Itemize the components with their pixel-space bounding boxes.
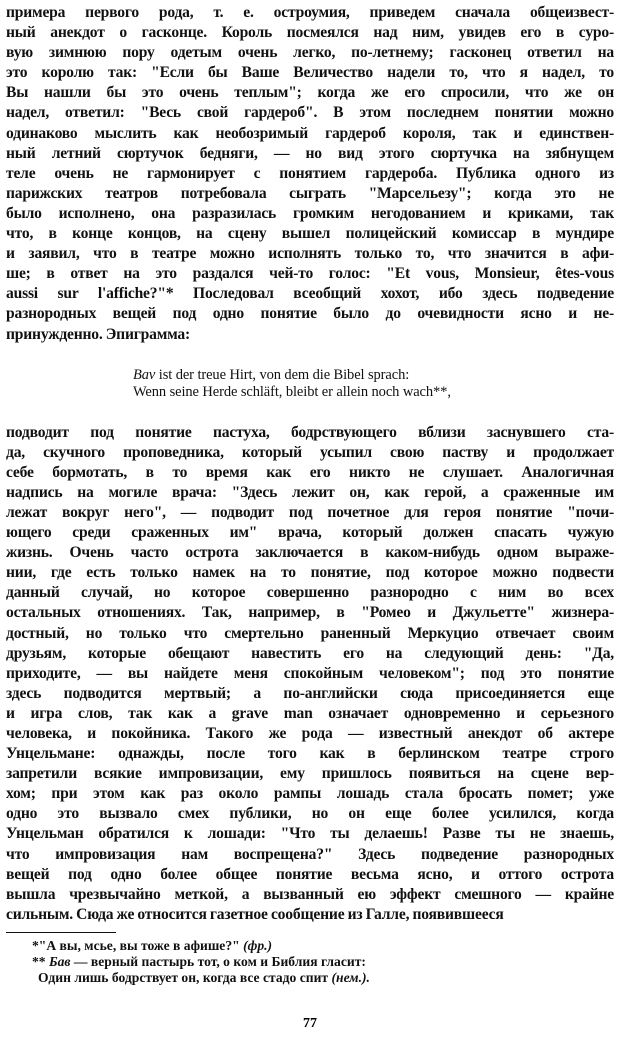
footnote-2-name: Бав (49, 953, 71, 969)
text-line: вещей под одно более общее понятие весьма ясно, и оттого острота (6, 865, 614, 883)
text-line: принужденно. Эпиграмма: (6, 325, 191, 343)
text-line: данный случай, но которое совершенно разнородно с ним во всех (6, 584, 614, 602)
footnote-1 (6, 938, 614, 954)
text-line: теле очень не гармонирует с понятием гардероба. Публика одного из (6, 164, 614, 182)
text-line: парижских театров потребовала сыграть "Марсельезу"; когда это не (6, 184, 614, 202)
text-line: жизнь. Очень часто острота заключается в каком-нибудь одном выраже- (6, 544, 614, 562)
footnote-2-continuation (6, 970, 614, 986)
text-line: здесь подводится мертвый; а по-английски сюда присоединяется еще (6, 684, 614, 702)
text-line: человека, и покойника. Такого же рода — известный анекдот об актере (6, 725, 614, 742)
paragraph-1 (6, 3, 614, 345)
epigram-line-1 (133, 367, 614, 384)
epigram (133, 367, 614, 401)
text-line: что импровизация нам воспрещена?" Здесь подведение разнородных (6, 845, 614, 863)
footnote-2-cont-text: Один лишь бодрствует он, когда все стадо спит (38, 969, 332, 985)
footnote-2-note: (нем.). (331, 969, 370, 985)
footnote-1-note: (фр.) (243, 937, 273, 953)
text-line: вую зимнюю пору одетым очень легко, по-летнему; гасконец ответил на (6, 44, 614, 62)
text-line: одинаково мыслить как необозримый гардероб короля, так и единствен- (6, 124, 614, 142)
text-line: и заявил, что в театре можно исполнять только то, что значится в афи- (6, 245, 614, 263)
text-line: и игра слов, так как a grave man означает одновременно и серьезного (6, 704, 614, 722)
text-line: вышла чрезвычайно меткой, а вызванный ею эффект смешного — крайне (6, 885, 614, 903)
page-number: 77 (303, 1016, 317, 1031)
footnotes (6, 938, 614, 986)
text-line: нии, где есть только намек на то понятие, под которое можно подвести (6, 564, 614, 582)
footnote-2 (6, 954, 614, 970)
text-line: aussi sur l'affiche?"* Последовал всеобщий хохот, ибо здесь подведение (6, 285, 614, 303)
text-line: сильным. Сюда же относится газетное сообщение из Галле, появившееся (6, 905, 504, 923)
text-line: достный, но только что смертельно раненный Меркуцио отвечает своим (6, 624, 614, 642)
text-line: одно это вызвало смех публики, но он еще более усилился, когда (6, 805, 614, 823)
text-line: было исполнено, она разразилась громким негодованием и криками, так (6, 204, 614, 222)
text-line: да, скучного проповедника, который усыпил свою паству и продолжает (6, 443, 614, 461)
footnote-1-text: *"А вы, мсье, вы тоже в афише?" (32, 937, 244, 953)
footnote-2-marker: ** (32, 953, 49, 969)
text-line: приходите, — вы найдете меня спокойным человеком"; под это понятие (6, 664, 614, 682)
text-line: Вы нашли бы это очень теплым"; когда же его спросили, что же он (6, 84, 614, 102)
text-line: запретили всякие импровизации, ему пришлось появиться на сцене вер- (6, 765, 614, 783)
footnote-2-text: — верный пастырь тот, о ком и Библия гласит: (70, 953, 366, 969)
text-line: Унцельмане: однажды, после того как в берлинском театре строго (6, 745, 614, 763)
text-line: хом; при этом как раз около рампы лошадь стала бросать помет; уже (6, 785, 614, 803)
text-line: Унцельман обратился к лошади: "Что ты делаешь! Разве ты не знаешь, (6, 825, 614, 843)
text-line: остальных отношениях. Так, например, в "Ромео и Джульетте" жизнера- (6, 604, 614, 622)
epigram-line-1-text: ist der treue Hirt, von dem die Bibel sprach: (155, 366, 410, 383)
paragraph-2 (6, 423, 614, 925)
epigram-line-2: Wenn seine Herde schläft, bleibt er allein noch wach**, (133, 383, 451, 400)
text-line: друзьям, которые обещают навестить его на следующий день: "Да, (6, 644, 614, 662)
text-line: разнородных вещей под одно понятие было до очевидности ясно и не- (6, 305, 614, 323)
text-line: ный анекдот о гасконце. Король посмеялся над ним, увидев его в суро- (6, 24, 614, 42)
epigram-name: Bav (133, 366, 156, 383)
footnote-divider (6, 932, 116, 933)
text-line: подводит под понятие пастуха, бодрствующего вблизи заснувшего ста- (6, 423, 614, 441)
text-line: что, в конце концов, на сцену вышел полицейский комиссар в мундире (6, 225, 614, 243)
text-line: это королю так: "Если бы Ваше Величество надели то, что я надел, то (6, 64, 614, 82)
text-line: ющего среди сраженных им" врача, который должен спасать чужую (6, 524, 614, 542)
text-line: надпись на могиле врача: "Здесь лежит он, как герой, а сраженные им (6, 483, 614, 501)
text-line: ный летний сюртучок бедняги, — но вид этого сюртучка на зябнущем (6, 144, 614, 162)
text-line: примера первого рода, т. е. остроумия, приведем сначала общеизвест- (6, 4, 614, 21)
text-line: ше; в ответ на это раздался чей-то голос: "Et vous, Monsieur, êtes-vous (6, 265, 614, 283)
text-line: лежат вокруг него", — подводит под почетное для героя понятие "почи- (6, 503, 614, 521)
text-line: надел, ответил: "Весь свой гардероб". В этом последнем понятии можно (6, 104, 614, 122)
text-line: себе бормотать, в то время как его никто не слушает. Аналогичная (6, 463, 614, 481)
